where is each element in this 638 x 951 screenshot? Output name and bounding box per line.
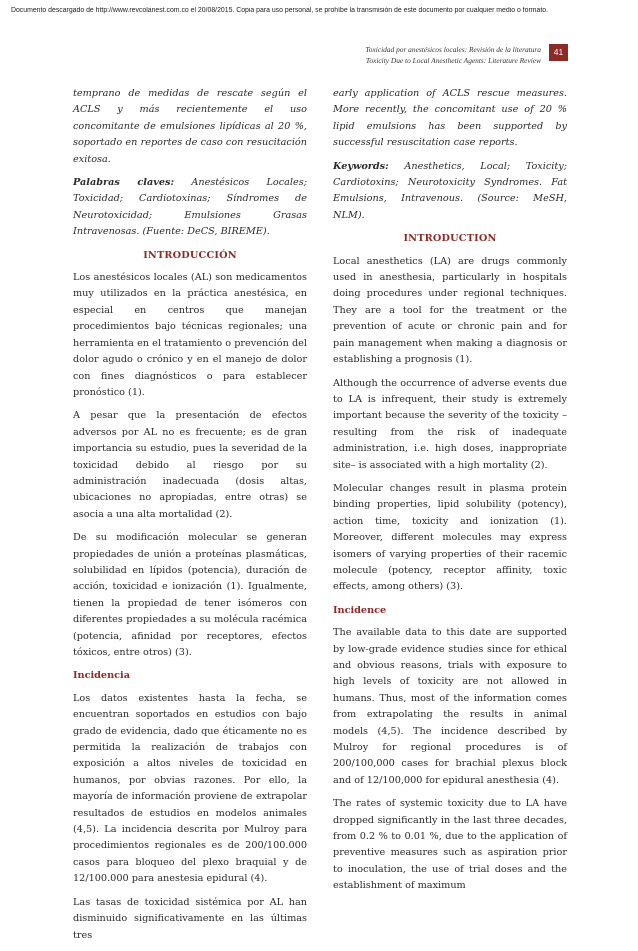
paragraph-en-5: The rates of systemic toxicity due to LA have dropped significantly in the last three decades, from 0.2 % to 0.01 %, due to the application of preventive measures such as aspiration prior to inoculation, the use of trial doses and the establishment of maximum [333,798,567,892]
abstract-end-en: early application of ACLS rescue measures. More recently, the concomitant use of 20 % lipid emulsions has been supported by successful resuscitation case reports. [333,88,567,149]
paragraph-en-2: Although the occurrence of adverse events due to LA is infrequent, their study is extremely important because the severity of the toxicity –resulting from the risk of inadequate administration, i.e. high doses, inappropriate site– is associated with a high mortality (2). [333,377,567,471]
keywords-label-es: Palabras claves: [73,177,175,189]
running-header [365,45,541,66]
paragraph-es-1: Los anestésicos locales (AL) son medicamentos muy utilizados en la práctica anestésica, en especial en centros que manejan procedimientos bajo técnicas regionales; una herramienta en el tratamiento o prevención del dolor agudo o crónico y en el manejo de dolor con fines diagnósticos o para establecer pronóstico (1). [73,272,307,398]
paragraph-es-5: Las tasas de toxicidad sistémica por AL han disminuido significativamente en las últimas tres [73,896,307,941]
keywords-es [73,175,307,241]
paragraph-es-3: De su modificación molecular se generan propiedades de unión a proteínas plasmáticas, solubilidad en lípidos (potencia), duración de acción, toxicidad e ionización (1). Igualmente, tienen la propiedad de tener isómeros con diferentes propiedades a su molécula racémica (potencia, afinidad por receptores, efectos tóxicos, entre otros) (3). [73,532,307,658]
keywords-text-en: Anesthetics, Local; Toxicity; Cardiotoxins; Neurotoxicity Syndromes. Fat Emulsions, Intravenous. (Source: MeSH, NLM). [333,160,567,221]
download-notice: Documento descargado de http://www.revcolanest.com.co el 20/08/2015. Copia para uso personal, se prohíbe la transmisión de este documento por cualquier medio o formato. [11,7,549,14]
paragraph-en-1: Local anesthetics (LA) are drugs commonly used in anesthesia, particularly in hospitals doing procedures under regional techniques. They are a tool for the treatment or the prevention of acute or chronic pain and for pain management when making a diagnosis or establishing a prognosis (1). [333,255,567,366]
paragraph-en-4: The available data to this date are supported by low-grade evidence studies since for ethical and obvious reasons, trials with exposure to high levels of toxicity are not allowed in humans. Thus, most of the information comes from extrapolating the results in animal models (4,5). The incidence described by Mulroy for regional procedures is of 200/100,000 cases for brachial plexus block and of 12/100,000 for epidural anesthesia (4). [333,627,567,786]
spanish-column [73,86,307,951]
incidence-heading-en: Incidence [333,604,387,616]
paragraph-es-2: A pesar que la presentación de efectos adversos por AL no es frecuente; es de gran importancia su estudio, pues la severidad de la toxicidad debido al riesgo por su administración inadecuada (dosis altas, ubicaciones no apropiadas, entre otras) se asocia a una alta mortalidad (2). [73,410,307,520]
paragraph-es-4: Los datos existentes hasta la fecha, se encuentran soportados en estudios con bajo grado de evidencia, dado que éticamente no es permitida la realización de trabajos con exposición a altos niveles de toxicidad en humanos, por obvias razones. Por ello, la mayoría de información proviene de extrapolar resultados de estudios en modelos animales (4,5). La incidencia descrita por Mulroy para procedimientos regionales es de 200/100.000 casos para bloqueo del plexo braquial y de 12/100.000 para anestesia epidural (4). [73,692,307,885]
paragraph-en-3: Molecular changes result in plasma protein binding properties, lipid solubility (potency), action time, toxicity and ionization (1). Moreover, different molecules may express isomers of varying properties of their racemic molecule (potency, receptor affinity, toxic effects, among others) (3). [333,482,567,593]
running-header-english: Toxicity Due to Local Anesthetic Agents: Literature Review [365,55,541,65]
intro-heading-en: INTRODUCTION [403,233,497,245]
english-column [333,86,567,902]
keywords-label-en: Keywords: [333,160,389,172]
incidence-heading-es: Incidencia [73,670,130,682]
intro-heading-es: INTRODUCCIÓN [143,249,237,261]
running-header-spanish: Toxicidad por anestésicos locales: Revisión de la literatura [365,45,541,54]
keywords-text-es: Anestésicos Locales; Toxicidad; Cardiotoxinas; Síndromes de Neurotoxicidad; Emulsiones Grasas Intravenosas. (Fuente: DeCS, BIREME). [73,177,307,238]
keywords-en [333,159,567,225]
abstract-end-es: temprano de medidas de rescate según el ACLS y más recientemente el uso concomitante de emulsiones lipídicas al 20 %, soportado en reportes de caso con resucitación exitosa. [73,88,307,165]
page-number: 41 [549,44,568,61]
